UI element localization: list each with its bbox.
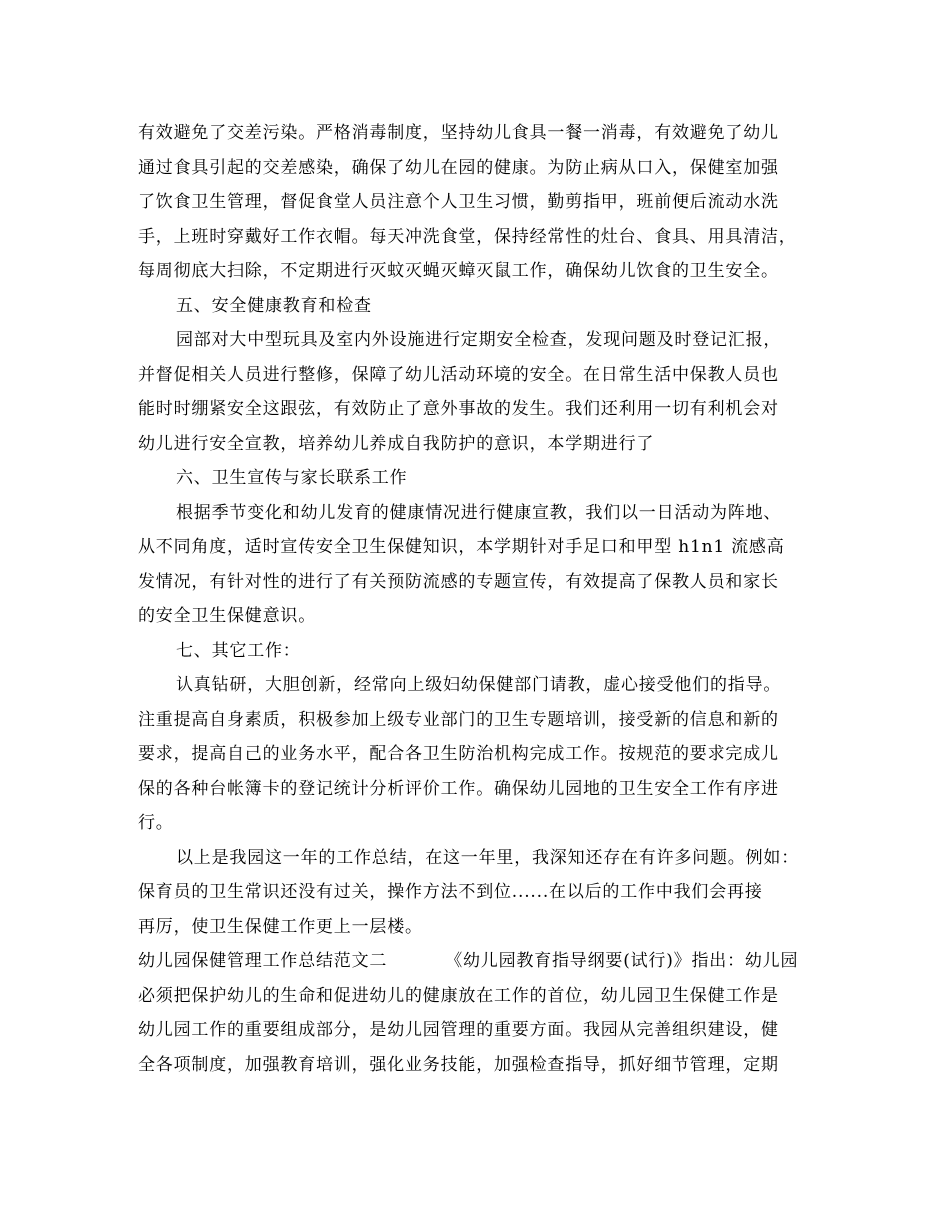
text-line: 通过食具引起的交差感染，确保了幼儿在园的健康。为防止病从口入，保健室加强 (138, 157, 779, 178)
text-line: 有效避免了交差污染。严格消毒制度，坚持幼儿食具一餐一消毒，有效避免了幼儿 (138, 123, 779, 143)
text-line: 行。 (138, 813, 174, 833)
paragraph-first-line: 园部对大中型玩具及室内外设施进行定期安全检查，发现问题及时登记汇报， (176, 330, 782, 350)
text-line: 幼儿进行安全宣教，培养幼儿养成自我防护的意识，本学期进行了 (138, 433, 655, 454)
text-line: 注重提高自身素质，积极参加上级专业部门的卫生专题培训，接受新的信息和新的 (138, 709, 779, 730)
paragraph-first-line: 以上是我园这一年的工作总结，在这一年里，我深知还存在有许多问题。例如： (176, 847, 799, 868)
text-line: 幼儿园工作的重要组成部分，是幼儿园管理的重要方面。我园从完善组织建设，健 (138, 1020, 779, 1040)
paragraph-first-line: 根据季节变化和幼儿发育的健康情况进行健康宣教，我们以一日活动为阵地、 (176, 502, 782, 523)
text-line: 并督促相关人员进行整修，保障了幼儿活动环境的安全。在日常生活中保教人员也 (138, 364, 779, 385)
text-line: 保育员的卫生常识还没有过关，操作方法不到位......在以后的工作中我们会再接 (138, 882, 763, 902)
text-line: 要求，提高自己的业务水平，配合各卫生防治机构完成工作。按规范的要求完成儿 (138, 744, 779, 764)
text-line: 从不同角度，适时宣传安全卫生保健知识，本学期针对手足口和甲型 h1n1 流感高 (138, 537, 785, 557)
text-line: 能时时绷紧安全这跟弦，有效防止了意外事故的发生。我们还利用一切有利机会对 (138, 399, 779, 419)
subtitle: 幼儿园保健管理工作总结范文二 (138, 951, 388, 971)
quote-text: 《幼儿园教育指导纲要(试行)》指出：幼儿园 (445, 951, 799, 971)
text-line: 必须把保护幼儿的生命和促进幼儿的健康放在工作的首位，幼儿园卫生保健工作是 (138, 985, 779, 1006)
section-heading: 五、安全健康教育和检查 (176, 295, 372, 316)
text-line: 全各项制度，加强教育培训，强化业务技能，加强检查指导，抓好细节管理，定期 (138, 1054, 779, 1075)
text-line: 发情况，有针对性的进行了有关预防流感的专题宣传，有效提高了保教人员和家长 (138, 571, 779, 592)
document-page (138, 116, 818, 1082)
section-heading: 七、其它工作： (176, 640, 301, 661)
subtitle-line (138, 944, 818, 979)
text-line: 保的各种台帐簿卡的登记统计分析评价工作。确保幼儿园地的卫生安全工作有序进 (138, 778, 779, 799)
text-line: 了饮食卫生管理，督促食堂人员注意个人卫生习惯，勤剪指甲，班前便后流动水洗 (138, 192, 779, 212)
text-line: 的安全卫生保健意识。 (138, 606, 316, 626)
text-line: 每周彻底大扫除，不定期进行灭蚊灭蝇灭蟑灭鼠工作，确保幼儿饮食的卫生安全。 (138, 261, 779, 281)
text-line: 手，上班时穿戴好工作衣帽。每天冲洗食堂，保持经常性的灶台、食具、用具清洁， (138, 226, 797, 247)
text-line: 再厉，使卫生保健工作更上一层楼。 (138, 916, 423, 937)
section-heading: 六、卫生宣传与家长联系工作 (176, 468, 408, 488)
paragraph-first-line: 认真钻研，大胆创新，经常向上级妇幼保健部门请教，虚心接受他们的指导。 (176, 675, 782, 695)
